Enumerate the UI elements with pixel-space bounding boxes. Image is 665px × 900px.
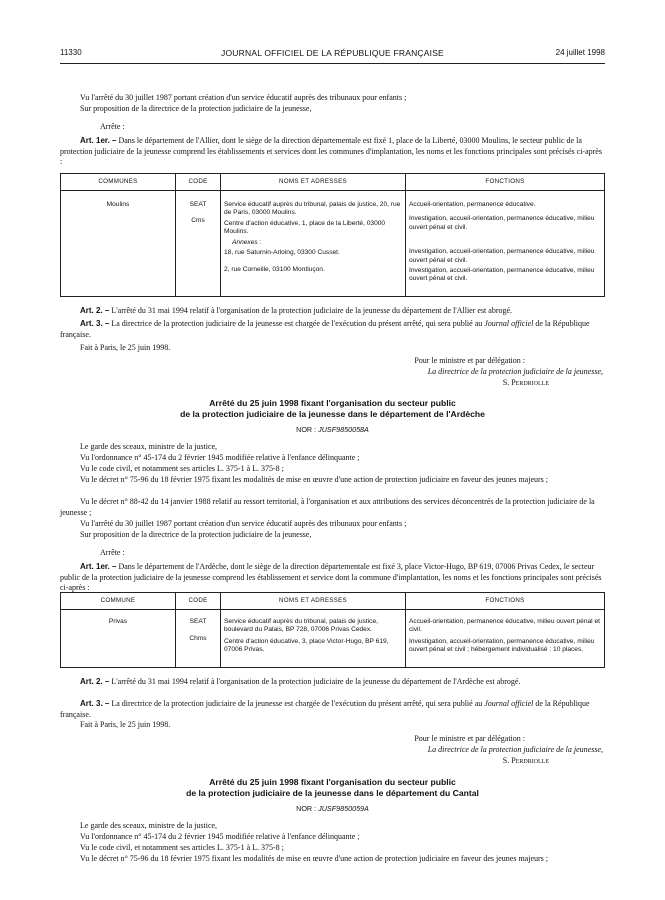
signature-title: La directrice de la protection judiciaire de la jeunesse,	[427, 745, 603, 754]
signature-name: S. Perdriolle	[502, 756, 549, 765]
column-header: FONCTIONS	[406, 174, 605, 191]
visa: Sur proposition de la directrice de la protection judiciaire de la jeunesse,	[80, 104, 312, 113]
nor-reference: NOR : JUSF9850059A	[296, 804, 369, 813]
arrete-label: Arrête :	[100, 548, 125, 557]
page-header	[60, 48, 605, 62]
table-header-row	[61, 593, 605, 610]
signature-name: S. Perdriolle	[502, 378, 549, 387]
table-row	[61, 191, 605, 297]
column-header: FONCTIONS	[406, 593, 605, 610]
preamble: Le garde des sceaux, ministre de la justice,	[80, 442, 218, 451]
column-header: CODE	[176, 174, 221, 191]
functions-cell: Accueil-orientation, permanence éducative. Investigation, accueil-orientation, permanence éducative, milieu ouvert pénal et civil. Investigation, accueil-orientation, permanence éducative, milieu ouvert pénal et civil. Investigation, accueil-orientation, permanence éducative, milieu ouvert pénal et civil.	[406, 191, 605, 297]
header-rule	[60, 63, 605, 64]
signature-date: Fait à Paris, le 25 juin 1998.	[80, 343, 171, 352]
article-label: Art. 1er. –	[80, 562, 117, 571]
article-2: Art. 2. – L'arrêté du 31 mai 1994 relatif à l'organisation de la protection judiciaire de la jeunesse du département de l'Allier est abrogé.	[80, 306, 513, 315]
signature-line: Pour le ministre et par délégation :	[414, 734, 525, 743]
code-cell: SEAT Cms	[176, 191, 221, 297]
issue-date: 24 juillet 1998	[555, 48, 605, 57]
preamble: Le garde des sceaux, ministre de la justice,	[80, 821, 218, 830]
visa: Vu le code civil, et notamment ses articles L. 375-1 à L. 375-8 ;	[80, 464, 284, 473]
journal-title: JOURNAL OFFICIEL DE LA RÉPUBLIQUE FRANÇAISE	[221, 48, 444, 58]
decree-title: Arrêté du 25 juin 1998 fixant l'organisation du secteur public de la protection judiciaire de la jeunesse dans le département du Cantal	[186, 777, 479, 798]
code-cell: SEAT Chms	[176, 610, 221, 668]
article-label: Art. 2. –	[80, 677, 110, 686]
names-cell: Service éducatif auprès du tribunal, palais de justice, 20, rue de Paris, 03000 Moulins. Centre d'action éducative, 1, place de la Liberté, 03000 Moulins. Annexes : 18, rue Saturnin-Arloing, 03300 Cusset. 2, rue Corneille, 03100 Montluçon.	[221, 191, 406, 297]
commune-cell: Privas	[108, 618, 128, 625]
article-label: Art. 1er. –	[80, 136, 117, 145]
article-label: Art. 2. –	[80, 306, 110, 315]
visa: Sur proposition de la directrice de la protection judiciaire de la jeunesse,	[80, 530, 312, 539]
services-table	[60, 173, 605, 297]
signature-line: Pour le ministre et par délégation :	[414, 356, 525, 365]
article-2: Art. 2. – L'arrêté du 31 mai 1994 relatif à l'organisation de la protection judiciaire de la jeunesse du département de l'Ardèche est abrogé.	[80, 677, 521, 686]
visa: Vu le décret n° 88-42 du 14 janvier 1988 relatif au ressort territorial, à l'organisation et aux attributions des services déconcentrés de la protection judiciaire de la jeunesse ;	[60, 497, 595, 517]
article-label: Art. 3. –	[80, 319, 110, 328]
column-header: NOMS ET ADRESSES	[221, 174, 406, 191]
arrete-label: Arrête :	[100, 122, 125, 131]
visa: Vu le code civil, et notamment ses articles L. 375-1 à L. 375-8 ;	[80, 843, 284, 852]
visa: Vu l'arrêté du 30 juillet 1987 portant création d'un service éducatif auprès des tribunaux pour enfants ;	[80, 519, 407, 528]
signature-title: La directrice de la protection judiciaire de la jeunesse,	[427, 367, 603, 376]
decree-title: Arrêté du 25 juin 1998 fixant l'organisation du secteur public de la protection judiciaire de la jeunesse dans le département de l'Ardèche	[180, 398, 485, 419]
column-header: COMMUNE	[61, 593, 176, 610]
nor-reference: NOR : JUSF9850058A	[296, 425, 369, 434]
column-header: CODE	[176, 593, 221, 610]
article-label: Art. 3. –	[80, 699, 110, 708]
commune-cell: Moulins	[106, 201, 130, 208]
functions-cell: Accueil-orientation, permanence éducative, milieu ouvert pénal et civil. Investigation, accueil-orientation, permanence éducative, milieu ouvert pénal et civil ; hébergement individualisé : 10 places.	[406, 610, 605, 668]
column-header: NOMS ET ADRESSES	[221, 593, 406, 610]
article-1: Art. 1er. – Dans le département de l'Ardèche, dont le siège de la direction départementale est fixé 3, place Victor-Hugo, BP 619, 07006 Privas Cedex, le secteur public de la protection judiciaire de la jeunesse comprend les établissement et service dont la commune d'implantation, les noms et les fonctions principales sont précisés ci-après :	[60, 562, 602, 592]
visa: Vu l'ordonnance n° 45-174 du 2 février 1945 modifiée relative à l'enfance délinquante ;	[80, 832, 360, 841]
article-1: Art. 1er. – Dans le département de l'Allier, dont le siège de la direction départementale est fixé 1, place de la Liberté, 03000 Moulins, le secteur public de la protection judiciaire de la jeunesse comprend les établissements et services dont les communes d'implantation, les noms et les fonctions principales sont précisés ci-après :	[60, 136, 602, 166]
visa: Vu l'ordonnance n° 45-174 du 2 février 1945 modifiée relative à l'enfance délinquante ;	[80, 453, 360, 462]
article-3: Art. 3. – La directrice de la protection judiciaire de la jeunesse est chargée de l'exécution du présent arrêté, qui sera publié au Journal officiel de la République française.	[60, 699, 590, 719]
signature-date: Fait à Paris, le 25 juin 1998.	[80, 720, 171, 729]
services-table	[60, 592, 605, 668]
table-header-row	[61, 174, 605, 191]
names-cell: Service éducatif auprès du tribunal, palais de justice, boulevard du Palais, BP 728, 07006 Privas Cedex. Centre d'action éducative, 3, place Victor-Hugo, BP 619, 07006 Privas.	[221, 610, 406, 668]
visa: Vu le décret n° 75-96 du 18 février 1975 fixant les modalités de mise en œuvre d'une action de protection judiciaire en faveur des jeunes majeurs ;	[80, 475, 549, 484]
table-row	[61, 610, 605, 668]
page-number: 11330	[60, 48, 82, 57]
article-3: Art. 3. – La directrice de la protection judiciaire de la jeunesse est chargée de l'exécution du présent arrêté, qui sera publié au Journal officiel de la République française.	[60, 319, 590, 339]
visa: Vu l'arrêté du 30 juillet 1987 portant création d'un service éducatif auprès des tribunaux pour enfants ;	[80, 93, 407, 102]
visa: Vu le décret n° 75-96 du 18 février 1975 fixant les modalités de mise en œuvre d'une action de protection judiciaire en faveur des jeunes majeurs ;	[80, 854, 549, 863]
column-header: COMMUNES	[61, 174, 176, 191]
